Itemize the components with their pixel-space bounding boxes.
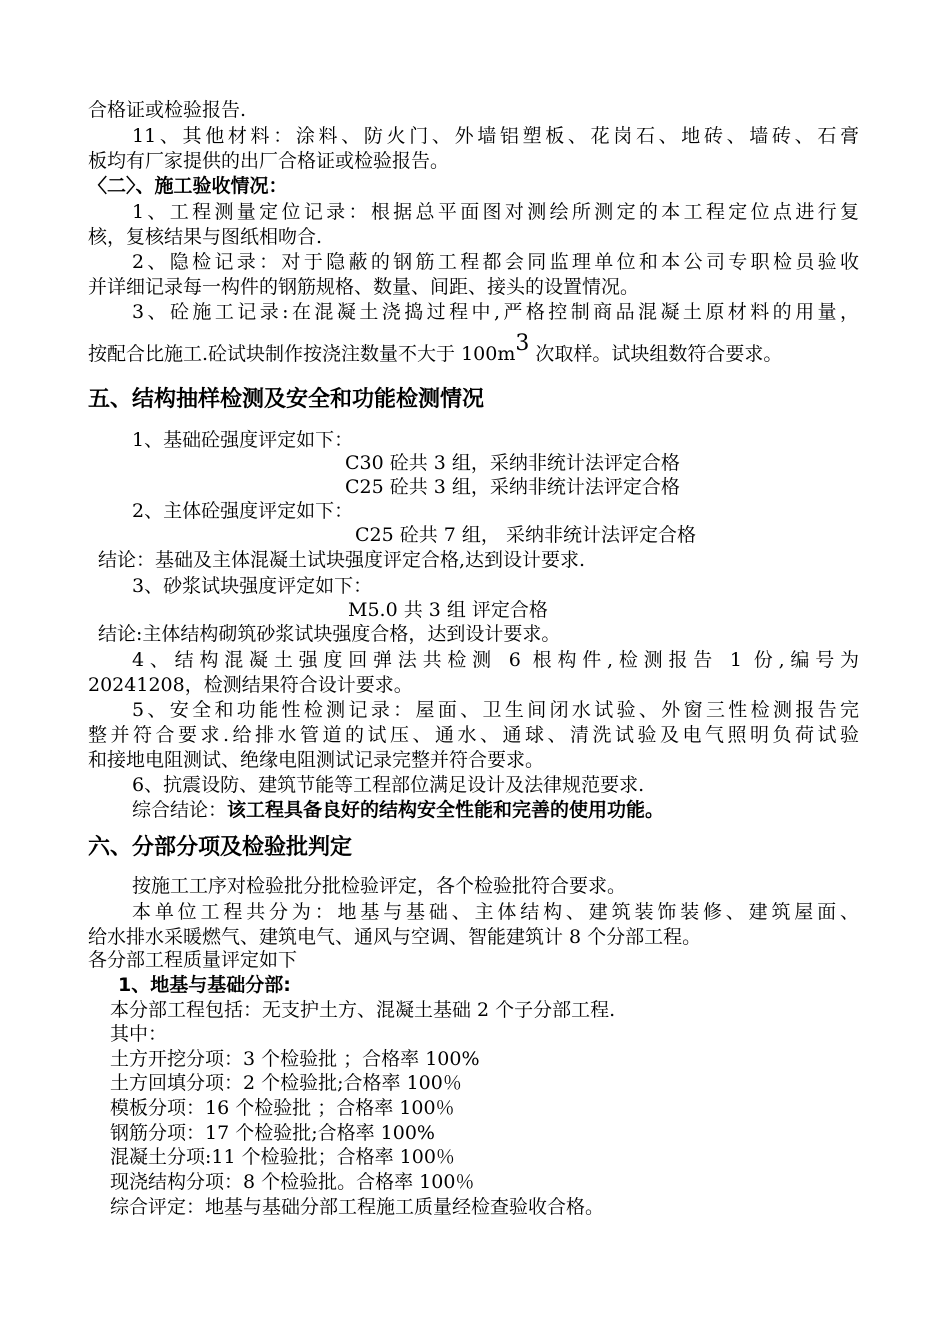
conclusion-concrete: 结论：基础及主体混凝土试块强度评定合格,达到设计要求.: [98, 549, 586, 571]
paragraph-foundation-scope: 本分部工程包括：无支护土方、混凝土基础 2 个子分部工程.: [110, 999, 616, 1021]
list-item: 钢筋分项：17 个检验批;合格率 100%: [110, 1122, 435, 1144]
paragraph-inspection-batches: 按施工工序对检验批分批检验评定，各个检验批符合要求。: [132, 875, 627, 897]
superscript-3: 3: [515, 331, 530, 356]
paragraph-seismic: 6、抗震设防、建筑节能等工程部位满足设计及法律规范要求.: [132, 774, 645, 796]
paragraph-subdivisions-cont: 给水排水采暖燃气、建筑电气、通风与空调、智能建筑计 8 个分部工程。: [88, 926, 702, 948]
list-item: 混凝土分项:11 个检验批；合格率 100％: [110, 1146, 455, 1168]
line-c30: C30 砼共 3 组，采纳非统计法评定合格: [345, 452, 680, 474]
paragraph-other-materials-cont: 板均有厂家提供的出厂合格证或检验报告。: [88, 150, 450, 172]
paragraph-safety-function-cont1: 整并符合要求.给排水管道的试压、通水、通球、清洗试验及电气照明负荷试验: [88, 724, 859, 746]
list-item: 现浇结构分项：8 个检验批。合格率 100％: [110, 1171, 475, 1193]
overall-conclusion-label: 综合结论：: [132, 799, 228, 821]
paragraph-foundation-strength: 1、基础砼强度评定如下：: [132, 429, 354, 451]
line-c25: C25 砼共 3 组，采纳非统计法评定合格: [345, 476, 680, 498]
paragraph: 合格证或检验报告.: [88, 99, 247, 121]
list-item: 土方回填分项：2 个检验批;合格率 100％: [110, 1072, 462, 1094]
paragraph-concrete-record-cont: 按配合比施工.砼试块制作按浇注数量不大于 $100m^3$ 次取样。试块组数符合要求。: [88, 331, 783, 365]
heading-section-5: 五、结构抽样检测及安全和功能检测情况: [88, 387, 485, 412]
paragraph-subdivisions: 本单位工程共分为：地基与基础、主体结构、建筑装饰装修、建筑屋面、: [132, 901, 859, 923]
section-heading-acceptance: 〈二〉、施工验收情况：: [88, 175, 288, 197]
paragraph-rebound-test-cont: 20241208，检测结果符合设计要求。: [88, 674, 413, 696]
paragraph-hidden-inspection-cont: 并详细记录每一构件的钢筋规格、数量、间距、接头的设置情况。: [88, 276, 640, 298]
line-c25-main: C25 砼共 7 组， 采纳非统计法评定合格: [355, 524, 696, 546]
paragraph-survey-record-cont: 核，复核结果与图纸相吻合.: [88, 226, 323, 248]
subheading-foundation: 1、地基与基础分部:: [118, 974, 291, 996]
paragraph-safety-function: 5、安全和功能性检测记录：屋面、卫生间闭水试验、外窗三性检测报告完: [132, 699, 859, 721]
paragraph-concrete-record: 3、砼施工记录:在混凝土浇捣过程中,严格控制商品混凝土原材料的用量，: [132, 301, 859, 323]
list-item: 模板分项：16 个检验批 ；合格率 100％: [110, 1097, 455, 1119]
paragraph-hidden-inspection: 2、隐检记录：对于隐蔽的钢筋工程都会同监理单位和本公司专职检员验收: [132, 251, 859, 273]
paragraph-main-strength: 2、主体砼强度评定如下：: [132, 500, 354, 522]
heading-section-6: 六、分部分项及检验批判定: [88, 835, 353, 860]
paragraph-rebound-test: 4、结构混凝土强度回弹法共检测 6 根构件,检测报告 1 份,编号为: [132, 649, 859, 671]
line-m5: M5.0 共 3 组 评定合格: [348, 599, 548, 621]
paragraph-among: 其中：: [110, 1023, 168, 1045]
overall-conclusion: [132, 798, 664, 822]
paragraph-evaluation-intro: 各分部工程质量评定如下: [88, 949, 298, 971]
foundation-conclusion: 综合评定：地基与基础分部工程施工质量经检查验收合格。: [110, 1196, 605, 1218]
conclusion-mortar: 结论:主体结构砌筑砂浆试块强度合格，达到设计要求。: [98, 623, 561, 645]
list-item: 土方开挖分项：3 个检验批 ；合格率 100%: [110, 1048, 480, 1070]
paragraph-safety-function-cont2: 和接地电阻测试、绝缘电阻测试记录完整并符合要求。: [88, 749, 545, 771]
paragraph-survey-record: 1、工程测量定位记录：根据总平面图对测绘所测定的本工程定位点进行复: [132, 201, 859, 223]
overall-conclusion-text: 该工程具备良好的结构安全性能和完善的使用功能。: [227, 799, 665, 821]
paragraph-other-materials: 11、其他材料：涂料、防火门、外墙铝塑板、花岗石、地砖、墙砖、石膏: [132, 125, 859, 147]
paragraph-mortar-strength: 3、砂浆试块强度评定如下：: [132, 575, 373, 597]
